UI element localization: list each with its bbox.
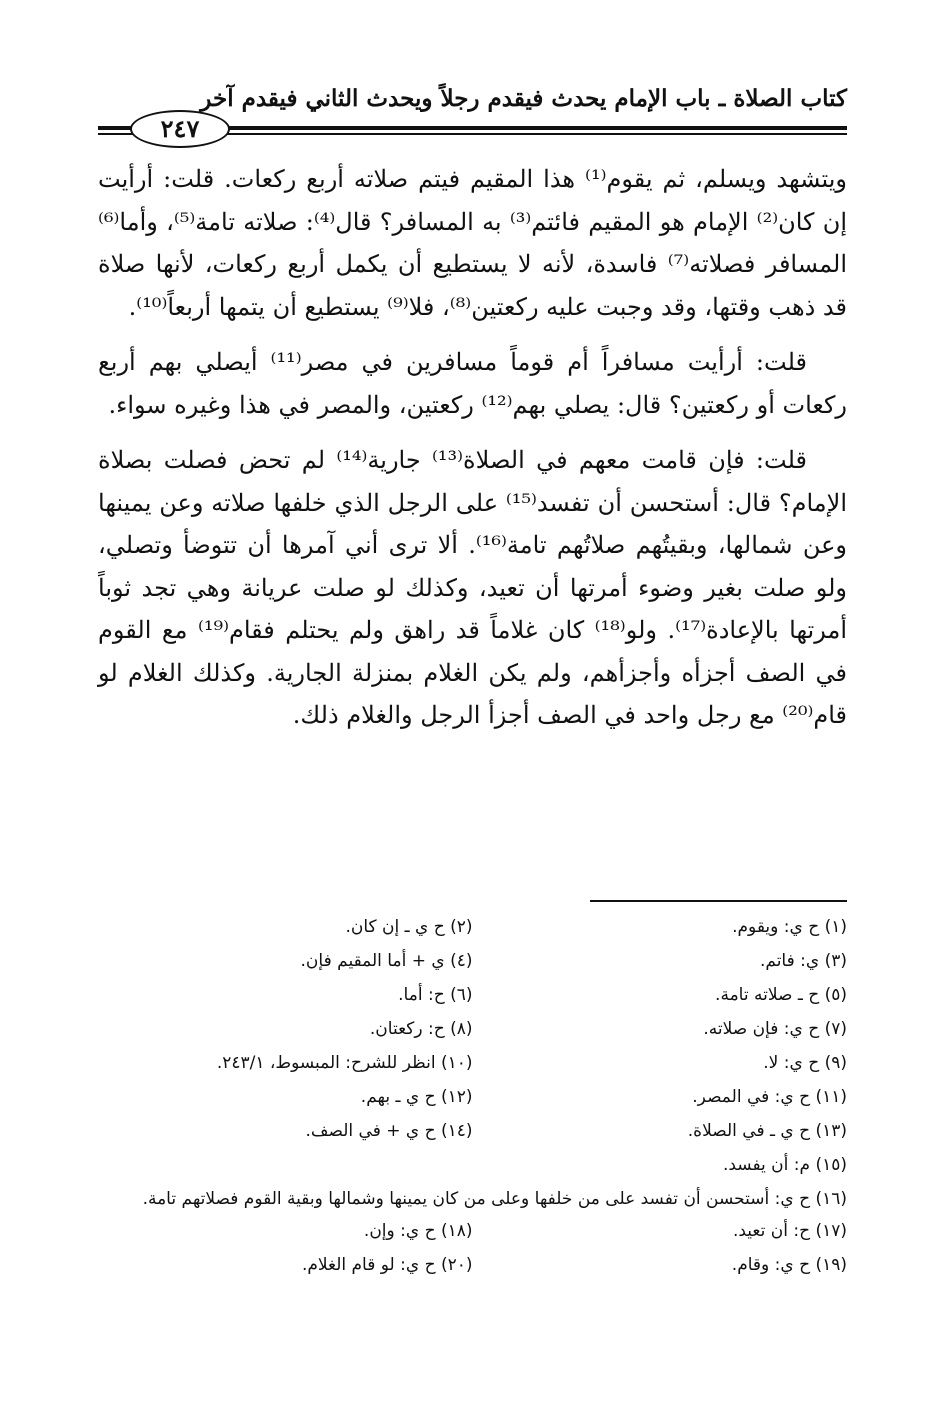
footnote-row [98, 1114, 847, 1148]
footnote-row [98, 1214, 847, 1248]
footnote-row [98, 1012, 847, 1046]
footnote: (١) ح ي: ويقوم. [732, 917, 847, 937]
main-text [98, 158, 847, 737]
footnotes [98, 910, 847, 1282]
page-number: ٢٤٧ [160, 114, 200, 143]
footnote: (٩) ح ي: لا. [763, 1053, 847, 1073]
footnote: (١٤) ح ي + في الصف. [305, 1121, 473, 1141]
footnote: (٨) ح: ركعتان. [369, 1019, 473, 1039]
footnote: (٢٠) ح ي: لو قام الغلام. [301, 1255, 473, 1275]
footnote-row [98, 910, 847, 944]
footnote: (١٣) ح ي ـ في الصلاة. [687, 1121, 847, 1141]
page-number-badge [130, 110, 230, 148]
footnote [98, 1148, 473, 1182]
paragraph: قلت: أرأيت مسافراً أم قوماً مسافرين في مصر⁽¹¹⁾ أيصلي بهم أربع ركعات أو ركعتين؟ قال: يصلي بهم⁽¹²⁾ ركعتين، والمصر في هذا وغيره سواء. [98, 348, 847, 419]
footnote: (١٢) ح ي ـ بهم. [360, 1087, 473, 1107]
running-title: كتاب الصلاة ـ باب الإمام يحدث فيقدم رجلاً ويحدث الثاني فيقدم آخر [200, 85, 847, 112]
footnote: (٤) ي + أما المقيم فإن. [300, 951, 473, 971]
footnote: (١٨) ح ي: وإن. [363, 1221, 473, 1241]
footnote-row [98, 1148, 847, 1182]
footnote: (٧) ح ي: فإن صلاته. [703, 1019, 847, 1039]
footnote: (٥) ح ـ صلاته تامة. [715, 985, 847, 1005]
footnote: (٢) ح ي ـ إن كان. [345, 917, 473, 937]
footnote-row [98, 1182, 847, 1214]
footnote-row [98, 1046, 847, 1080]
footnote: (١٧) ح: أن تعيد. [732, 1221, 847, 1241]
footnote-row [98, 1248, 847, 1282]
footnote: (١٩) ح ي: وقام. [731, 1255, 847, 1275]
footnote: (١٠) انظر للشرح: المبسوط، ٢٤٣/١. [216, 1053, 473, 1073]
footnote: (٦) ح: أما. [398, 985, 473, 1005]
footnote: (٣) ي: فاتم. [759, 951, 847, 971]
paragraph: قلت: فإن قامت معهم في الصلاة⁽¹³⁾ جارية⁽¹⁴⁾ لم تحض فصلت بصلاة الإمام؟ قال: أستحسن أن تفسد⁽¹⁵⁾ على الرجل الذي خلفها صلاته وعن يمينها وعن شمالها، وبقيتُهم صلاتُهم تامة⁽¹⁶⁾. ألا ترى أني آمرها أن تتوضأ وتصلي، ولو صلت بغير وضوء أمرتها أن تعيد، وكذلك لو صلت عريانة وهي تجد ثوباً أمرتها بالإعادة⁽¹⁷⁾. ولو⁽¹⁸⁾ كان غلاماً قد راهق ولم يحتلم فقام⁽¹⁹⁾ مع القوم في الصف أجزأه وأجزأهم، ولم يكن الغلام بمنزلة الجارية. وكذلك الغلام لو قام⁽²⁰⁾ مع رجل واحد في الصف أجزأ الرجل والغلام ذلك. [98, 446, 847, 729]
footnote: (١١) ح ي: في المصر. [692, 1087, 847, 1107]
paragraph: ويتشهد ويسلم، ثم يقوم⁽¹⁾ هذا المقيم فيتم صلاته أربع ركعات. قلت: أرأيت إن كان⁽²⁾ الإمام هو المقيم فائتم⁽³⁾ به المسافر؟ قال⁽⁴⁾: صلاته تامة⁽⁵⁾، وأما⁽⁶⁾ المسافر فصلاته⁽⁷⁾ فاسدة، لأنه لا يستطيع أن يكمل أربع ركعات، لأنها صلاة قد ذهب وقتها، وقد وجبت عليه ركعتين⁽⁸⁾، فلا⁽⁹⁾ يستطيع أن يتمها أربعاً⁽¹⁰⁾. [98, 165, 848, 321]
footnote: (١٦) ح ي: أستحسن أن تفسد على من خلفها وعلى من كان يمينها وشمالها وبقية القوم فصلاتهم تامة. [142, 1189, 847, 1209]
footnote-row [98, 1080, 847, 1114]
footnote-row [98, 978, 847, 1012]
footnote-separator [590, 900, 847, 902]
footnote: (١٥) م: أن يفسد. [722, 1155, 847, 1175]
footnote-row [98, 944, 847, 978]
